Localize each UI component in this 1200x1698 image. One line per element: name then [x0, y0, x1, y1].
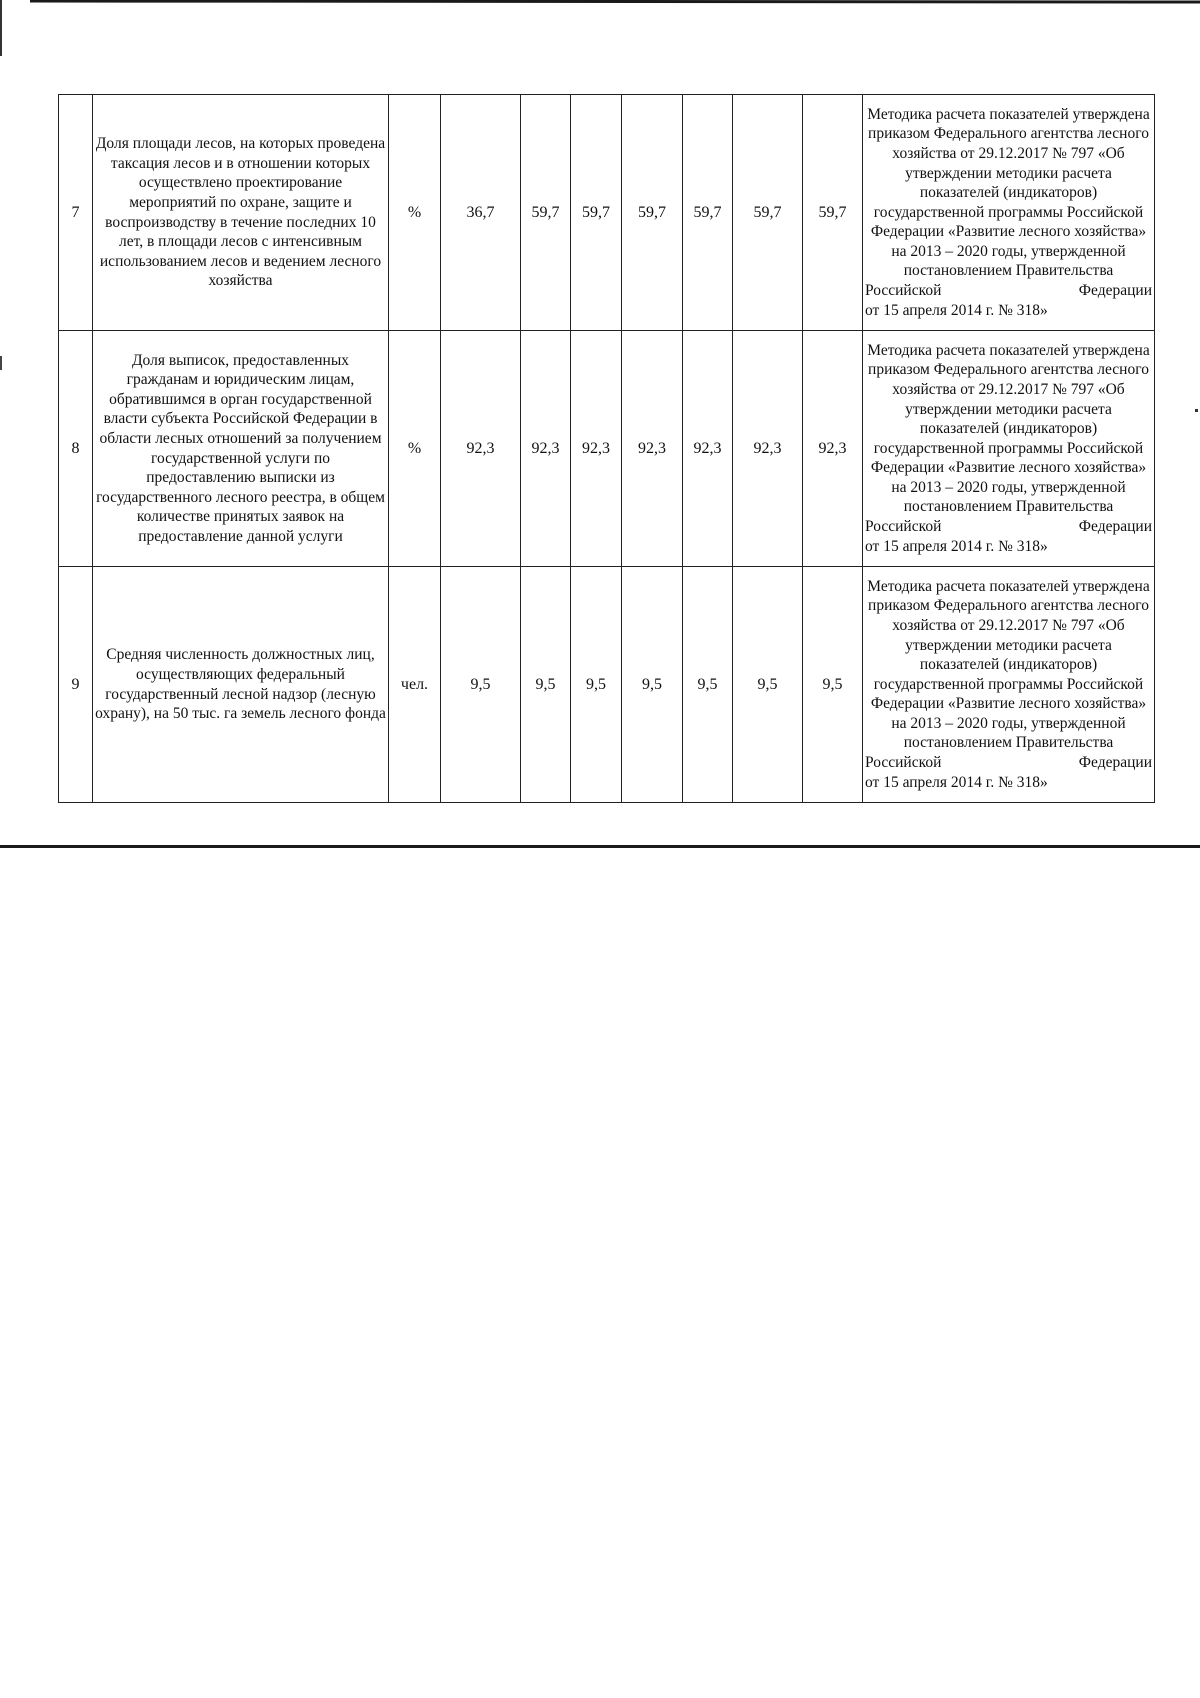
value-cell: 92,3: [733, 331, 803, 567]
methodology-text: Методика расчета показателей утверждена приказом Федерального агентства лесного хозяйства от 29.12.2017 № 797 «Об утверждении методики расчета показателей (индикаторов) государственной программы Российской Федерации «Развитие лесного хозяйства» на 2013 – 2020 годы, утвержденной постановлением Правительства Российской Федерации: [865, 577, 1152, 772]
value-cell: 59,7: [521, 95, 571, 331]
value-cell: 59,7: [733, 95, 803, 331]
value-cell: 59,7: [683, 95, 733, 331]
value-cell: 92,3: [683, 331, 733, 567]
value-cell: 59,7: [803, 95, 863, 331]
unit-cell: чел.: [389, 567, 441, 803]
methodology-cell: [863, 331, 1155, 567]
scan-border-top: [30, 0, 1200, 4]
table-row: [59, 95, 1155, 331]
value-cell: 92,3: [571, 331, 622, 567]
value-cell: 9,5: [683, 567, 733, 803]
value-cell: 36,7: [441, 95, 521, 331]
value-cell: 9,5: [622, 567, 683, 803]
value-cell: 92,3: [622, 331, 683, 567]
methodology-cell: [863, 95, 1155, 331]
value-cell: 9,5: [733, 567, 803, 803]
value-cell: 92,3: [441, 331, 521, 567]
row-number: 9: [59, 567, 93, 803]
methodology-text: Методика расчета показателей утверждена приказом Федерального агентства лесного хозяйства от 29.12.2017 № 797 «Об утверждении методики расчета показателей (индикаторов) государственной программы Российской Федерации «Развитие лесного хозяйства» на 2013 – 2020 годы, утвержденной постановлением Правительства Российской Федерации: [865, 105, 1152, 300]
value-cell: 92,3: [521, 331, 571, 567]
value-cell: 9,5: [571, 567, 622, 803]
value-cell: 59,7: [622, 95, 683, 331]
scan-mark-right: [1195, 409, 1198, 412]
scan-border-bottom: [0, 845, 1200, 848]
value-cell: 9,5: [521, 567, 571, 803]
value-cell: 92,3: [803, 331, 863, 567]
methodology-date: от 15 апреля 2014 г. № 318»: [865, 537, 1048, 555]
value-cell: 9,5: [803, 567, 863, 803]
scan-mark-left: [0, 356, 2, 370]
table-row: [59, 331, 1155, 567]
methodology-date: от 15 апреля 2014 г. № 318»: [865, 301, 1048, 319]
row-number: 7: [59, 95, 93, 331]
indicators-table: [58, 94, 1155, 803]
unit-cell: %: [389, 95, 441, 331]
scan-border-left: [0, 0, 2, 56]
row-number: 8: [59, 331, 93, 567]
value-cell: 9,5: [441, 567, 521, 803]
indicator-name: Доля площади лесов, на которых проведена таксация лесов и в отношении которых осуществлено проектирование мероприятий по охране, защите и воспроизводству в течение последних 10 лет, в площади лесов с интенсивным использованием лесов и ведением лесного хозяйства: [93, 95, 389, 331]
methodology-cell: [863, 567, 1155, 803]
unit-cell: %: [389, 331, 441, 567]
methodology-text: Методика расчета показателей утверждена приказом Федерального агентства лесного хозяйства от 29.12.2017 № 797 «Об утверждении методики расчета показателей (индикаторов) государственной программы Российской Федерации «Развитие лесного хозяйства» на 2013 – 2020 годы, утвержденной постановлением Правительства Российской Федерации: [865, 341, 1152, 536]
indicator-name: Средняя численность должностных лиц, осуществляющих федеральный государственный лесной надзор (лесную охрану), на 50 тыс. га земель лесного фонда: [93, 567, 389, 803]
methodology-date: от 15 апреля 2014 г. № 318»: [865, 773, 1048, 791]
value-cell: 59,7: [571, 95, 622, 331]
indicator-name: Доля выписок, предоставленных гражданам и юридическим лицам, обратившимся в орган государственной власти субъекта Российской Федерации в области лесных отношений за получением государственной услуги по предоставлению выписки из государственного лесного реестра, в общем количестве принятых заявок на предоставление данной услуги: [93, 331, 389, 567]
table-row: [59, 567, 1155, 803]
